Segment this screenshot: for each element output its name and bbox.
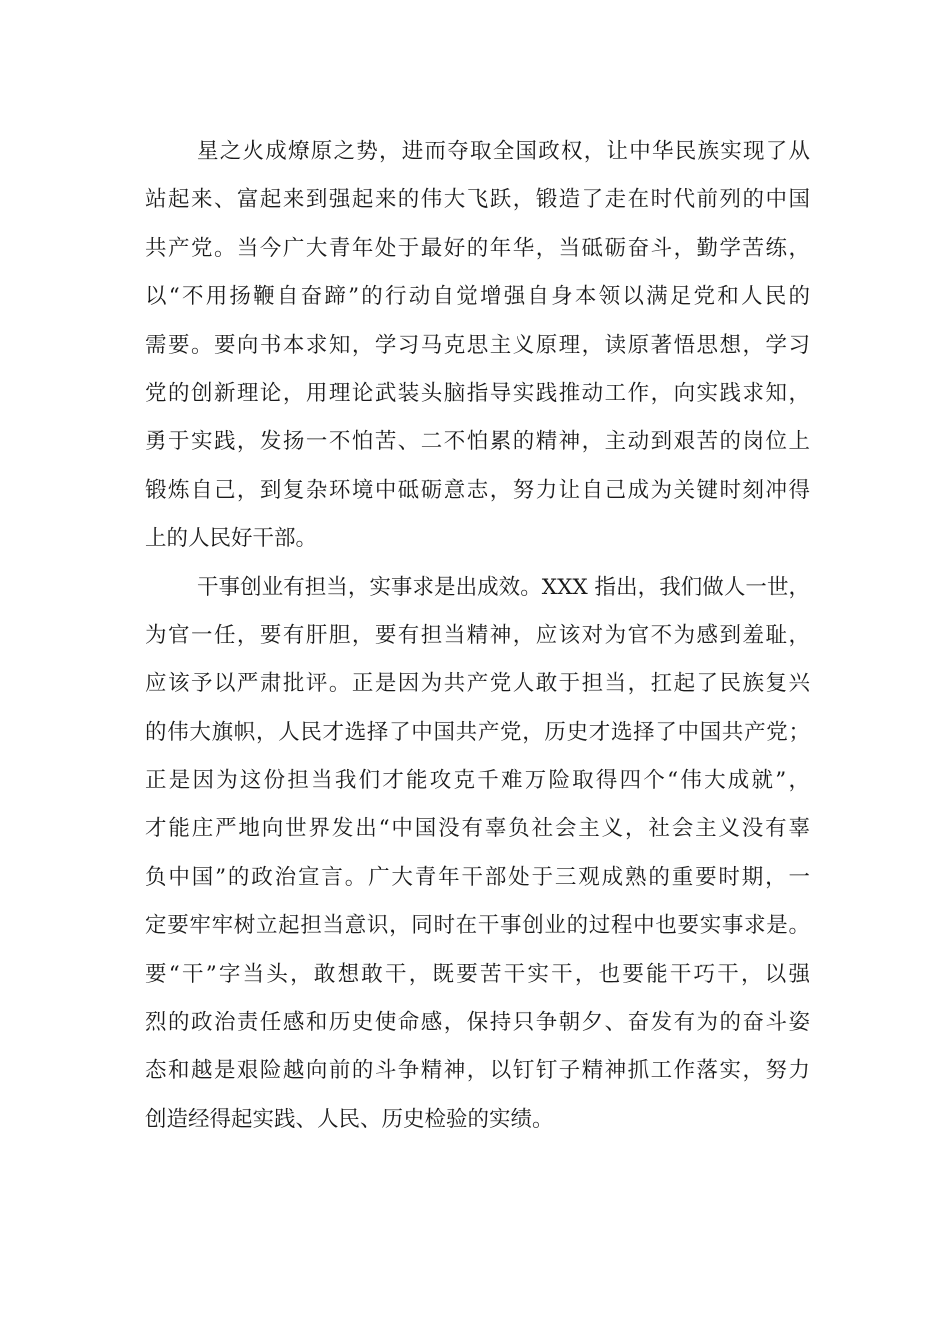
text-line: 要“干”字当头，敢想敢干，既要苦干实干，也要能干巧干，以强 — [145, 961, 810, 987]
text-line: 负中国”的政治宣言。广大青年干部处于三观成熟的重要时期，一 — [145, 864, 810, 890]
text-line: 应该予以严肃批评。正是因为共产党人敢于担当，扛起了民族复兴 — [145, 671, 810, 697]
document-body — [145, 136, 810, 1152]
text-line: 共产党。当今广大青年处于最好的年华，当砥砺奋斗，勤学苦练， — [145, 235, 810, 261]
text-line: 党的创新理论，用理论武装头脑指导实践推动工作，向实践求知， — [145, 380, 810, 406]
text-line: 以“不用扬鞭自奋蹄”的行动自觉增强自身本领以满足党和人民的 — [145, 284, 810, 310]
text-line: 勇于实践，发扬一不怕苦、二不怕累的精神，主动到艰苦的岗位上 — [145, 429, 810, 455]
text-line: 星之火成燎原之势，进而夺取全国政权，让中华民族实现了从 — [197, 139, 810, 164]
text-line: 站起来、富起来到强起来的伟大飞跃，锻造了走在时代前列的中国 — [145, 187, 810, 213]
paragraph-2 — [145, 572, 810, 1153]
text-line: 锻炼自己，到复杂环境中砥砺意志，努力让自己成为关键时刻冲得 — [145, 477, 810, 503]
text-line: 为官一任，要有肝胆，要有担当精神，应该对为官不为感到羞耻， — [145, 622, 810, 648]
text-line: 烈的政治责任感和历史使命感，保持只争朝夕、奋发有为的奋斗姿 — [145, 1010, 810, 1036]
text-line: 干事创业有担当，实事求是出成效。XXX 指出，我们做人一世， — [197, 574, 810, 600]
text-line: 定要牢牢树立起担当意识，同时在干事创业的过程中也要实事求是。 — [145, 913, 810, 939]
text-line: 的伟大旗帜，人民才选择了中国共产党，历史才选择了中国共产党； — [145, 719, 810, 745]
text-line: 需要。要向书本求知，学习马克思主义原理，读原著悟思想，学习 — [145, 332, 810, 358]
text-line: 创造经得起实践、人民、历史检验的实绩。 — [145, 1106, 554, 1132]
text-line: 正是因为这份担当我们才能攻克千难万险取得四个“伟大成就”， — [145, 768, 810, 794]
paragraph-1 — [145, 136, 810, 572]
text-line: 才能庄严地向世界发出“中国没有辜负社会主义，社会主义没有辜 — [145, 816, 810, 842]
text-line: 上的人民好干部。 — [145, 526, 318, 552]
text-line: 态和越是艰险越向前的斗争精神，以钉钉子精神抓工作落实，努力 — [145, 1058, 810, 1084]
